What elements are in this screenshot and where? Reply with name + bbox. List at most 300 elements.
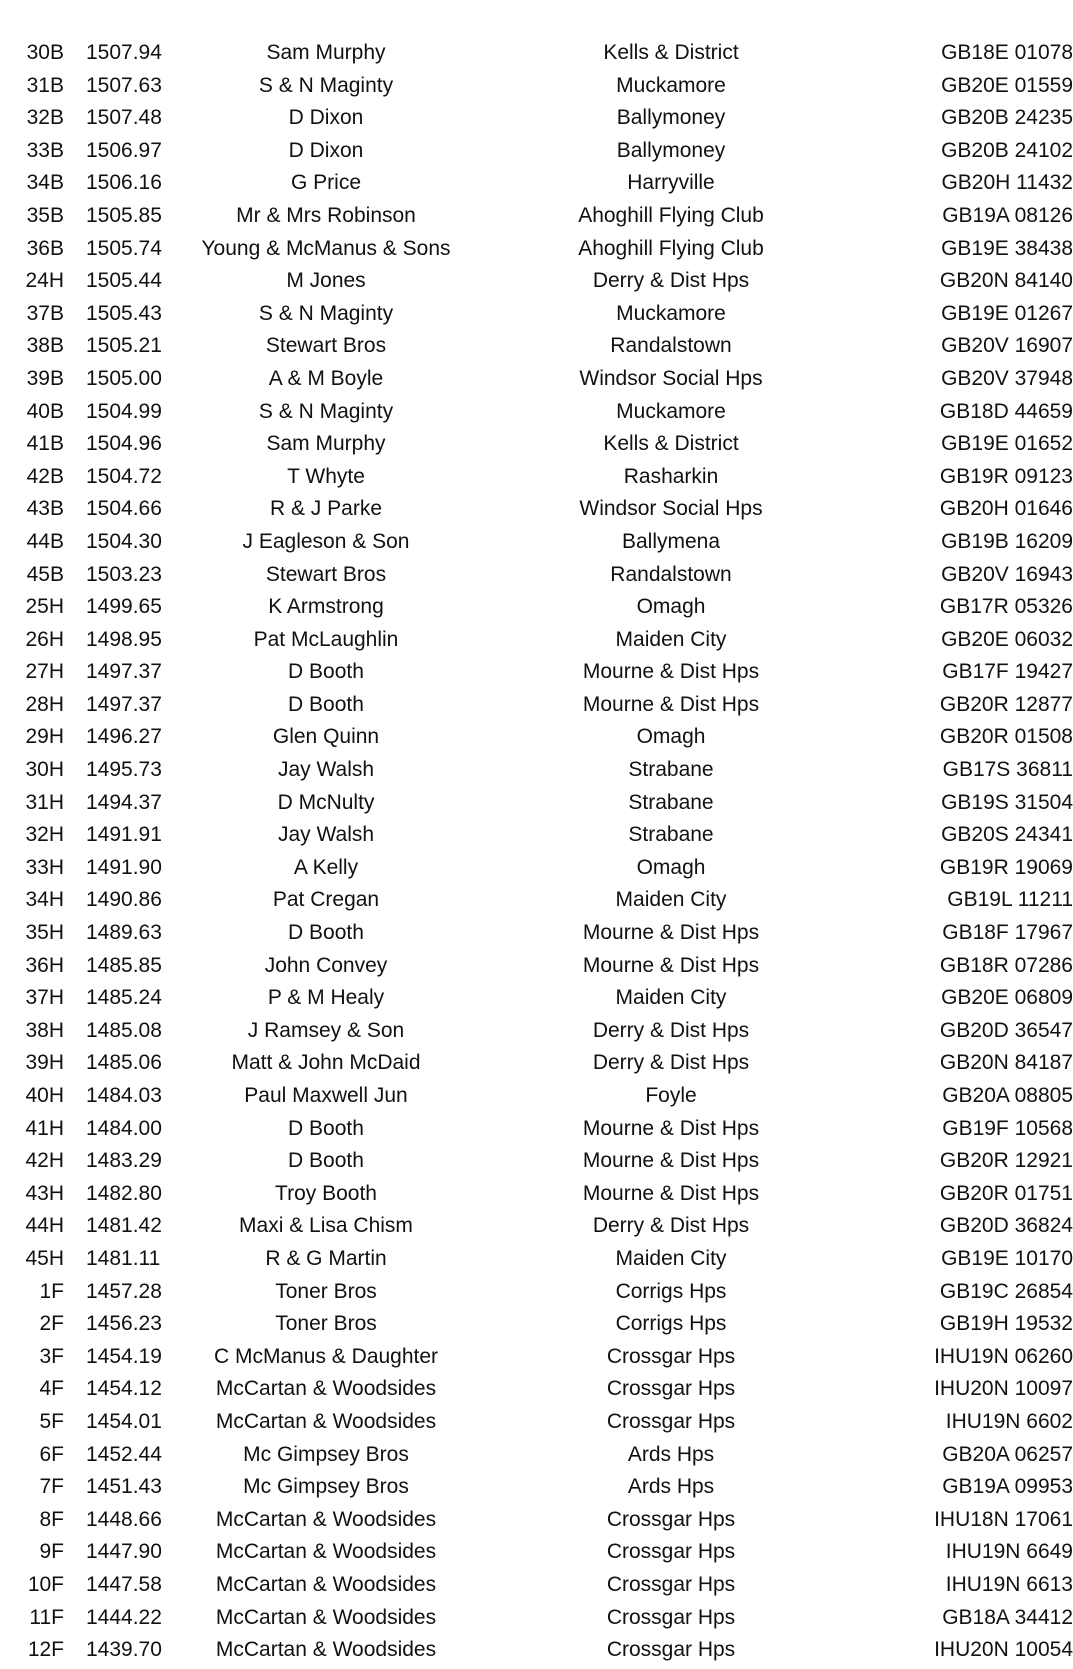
velocity-cell: 1504.99 [86,399,162,423]
position-cell: 45H [25,1246,64,1270]
fancier-name-cell: J Ramsey & Son [247,1018,405,1042]
table-row [0,102,1073,135]
velocity-cell: 1504.30 [86,529,162,553]
fancier-name-cell: P & M Healy [267,986,385,1010]
club-cell: Omagh [636,725,706,749]
ring-number-cell: GB20B 24235 [941,106,1073,130]
table-row [0,1178,1073,1211]
table-row [0,1047,1073,1080]
velocity-cell: 1457.28 [86,1279,162,1303]
fancier-name-cell: Sam Murphy [266,41,386,64]
velocity-cell: 1505.21 [86,334,162,358]
ring-number-cell: GB20R 12921 [939,1149,1073,1173]
position-cell: 33B [26,138,64,162]
position-cell: 44B [26,529,64,553]
position-cell: 36H [25,953,64,977]
club-cell: Maiden City [615,986,727,1010]
velocity-cell: 1507.63 [86,73,162,97]
table-row [0,819,1073,852]
table-row [0,559,1073,592]
ring-number-cell: IHU18N 17061 [934,1507,1073,1531]
table-row [0,1536,1073,1569]
velocity-cell: 1505.00 [86,366,162,390]
position-cell: 1F [39,1279,64,1303]
ring-number-cell: GB20V 16907 [941,334,1073,358]
club-cell: Strabane [628,758,714,782]
table-row [0,330,1073,363]
position-cell: 31B [26,73,64,97]
ring-number-cell: GB19E 01267 [941,301,1073,325]
position-cell: 44H [25,1214,64,1238]
club-cell: Kells & District [603,41,739,64]
club-cell: Randalstown [610,334,732,358]
ring-number-cell: IHU19N 6613 [945,1572,1073,1596]
table-row [0,1406,1073,1439]
ring-number-cell: GB19S 31504 [941,790,1073,814]
position-cell: 41H [25,1116,64,1140]
ring-number-cell: GB20R 01751 [939,1181,1073,1205]
fancier-name-cell: McCartan & Woodsides [215,1409,437,1433]
ring-number-cell: GB19A 09953 [942,1475,1073,1499]
position-cell: 25H [25,595,64,619]
fancier-name-cell: Toner Bros [275,1279,377,1303]
ring-number-cell: GB20D 36824 [939,1214,1073,1238]
table-row [0,37,1073,70]
table-row [0,624,1073,657]
position-cell: 5F [39,1409,64,1433]
table-row [0,363,1073,396]
table-row [0,1145,1073,1178]
club-cell: Maiden City [615,1246,727,1270]
table-row [0,167,1073,200]
ring-number-cell: GB18A 34412 [942,1605,1073,1629]
fancier-name-cell: McCartan & Woodsides [215,1507,437,1531]
club-cell: Omagh [636,595,706,619]
fancier-name-cell: C McManus & Daughter [213,1344,439,1368]
velocity-cell: 1506.16 [86,171,162,195]
fancier-name-cell: Stewart Bros [265,334,387,358]
position-cell: 35H [25,921,64,945]
velocity-cell: 1505.43 [86,301,162,325]
fancier-name-cell: S & N Maginty [258,399,394,423]
ring-number-cell: GB19E 01652 [941,432,1073,456]
table-row [0,1504,1073,1537]
club-cell: Ahoghill Flying Club [578,236,764,260]
table-row [0,689,1073,722]
club-cell: Maiden City [615,888,727,912]
velocity-cell: 1495.73 [86,758,162,782]
ring-number-cell: GB17F 19427 [942,660,1073,684]
velocity-cell: 1507.48 [86,106,162,130]
club-cell: Mourne & Dist Hps [582,660,760,684]
ring-number-cell: GB20E 06032 [941,627,1073,651]
club-cell: Crossgar Hps [606,1344,736,1368]
position-cell: 31H [25,790,64,814]
fancier-name-cell: A Kelly [293,855,359,879]
position-cell: 4F [39,1377,64,1401]
position-cell: 37H [25,986,64,1010]
ring-number-cell: GB17S 36811 [942,758,1073,782]
fancier-name-cell: Jay Walsh [277,758,375,782]
velocity-cell: 1505.74 [86,236,162,260]
velocity-cell: 1454.01 [86,1409,162,1433]
fancier-name-cell: Mc Gimpsey Bros [243,1442,409,1466]
ring-number-cell: GB19A 08126 [942,203,1073,227]
position-cell: 42B [26,464,64,488]
position-cell: 27H [25,660,64,684]
club-cell: Ballymoney [616,106,726,130]
fancier-name-cell: M Jones [286,269,366,293]
position-cell: 28H [25,692,64,716]
club-cell: Ahoghill Flying Club [578,203,764,227]
table-row [0,1243,1073,1276]
table-row [0,917,1073,950]
club-cell: Muckamore [616,399,726,423]
club-cell: Maiden City [615,627,727,651]
table-row [0,1210,1073,1243]
fancier-name-cell: R & J Parke [269,497,383,521]
club-cell: Crossgar Hps [606,1572,736,1596]
velocity-cell: 1507.94 [86,41,162,64]
position-cell: 43H [25,1181,64,1205]
velocity-cell: 1484.00 [86,1116,162,1140]
position-cell: 41B [26,432,64,456]
table-row [0,754,1073,787]
fancier-name-cell: G Price [290,171,361,195]
club-cell: Ballymoney [616,138,726,162]
ring-number-cell: GB19C 26854 [939,1279,1073,1303]
velocity-cell: 1454.12 [86,1377,162,1401]
fancier-name-cell: Sam Murphy [266,432,386,456]
club-cell: Randalstown [610,562,732,586]
table-row [0,1341,1073,1374]
table-row [0,884,1073,917]
position-cell: 40H [25,1084,64,1107]
club-cell: Corrigs Hps [615,1279,727,1303]
velocity-cell: 1454.19 [86,1344,162,1368]
velocity-cell: 1485.85 [86,953,162,977]
table-row [0,591,1073,624]
fancier-name-cell: McCartan & Woodsides [215,1605,437,1629]
fancier-name-cell: R & G Martin [265,1246,387,1270]
fancier-name-cell: Mc Gimpsey Bros [243,1475,409,1499]
ring-number-cell: GB20B 24102 [941,138,1073,162]
velocity-cell: 1491.90 [86,855,162,879]
fancier-name-cell: S & N Maginty [258,301,394,325]
table-row [0,135,1073,168]
position-cell: 38H [25,1018,64,1042]
position-cell: 3F [39,1344,64,1368]
club-cell: Windsor Social Hps [579,366,763,390]
ring-number-cell: GB18E 01078 [941,41,1073,64]
club-cell: Crossgar Hps [606,1605,736,1629]
fancier-name-cell: Stewart Bros [265,562,387,586]
club-cell: Ards Hps [627,1475,715,1499]
fancier-name-cell: D Booth [288,921,364,945]
position-cell: 39H [25,1051,64,1075]
fancier-name-cell: Jay Walsh [277,823,375,847]
table-row [0,852,1073,885]
ring-number-cell: GB19F 10568 [942,1116,1073,1140]
position-cell: 42H [25,1149,64,1173]
position-cell: 38B [26,334,64,358]
table-row [0,1634,1073,1667]
position-cell: 37B [26,301,64,325]
velocity-cell: 1485.06 [86,1051,162,1075]
position-cell: 7F [39,1475,64,1499]
table-row [0,1569,1073,1602]
ring-number-cell: GB20D 36547 [939,1018,1073,1042]
ring-number-cell: GB18F 17967 [942,921,1073,945]
fancier-name-cell: Mr & Mrs Robinson [236,203,416,227]
club-cell: Mourne & Dist Hps [582,953,760,977]
club-cell: Strabane [628,790,714,814]
club-cell: Crossgar Hps [606,1507,736,1531]
club-cell: Derry & Dist Hps [592,1214,750,1238]
results-body [0,37,1073,1667]
ring-number-cell: GB20V 37948 [941,366,1073,390]
ring-number-cell: GB19E 10170 [941,1246,1073,1270]
fancier-name-cell: D Booth [288,692,364,716]
club-cell: Omagh [636,855,706,879]
velocity-cell: 1494.37 [86,790,162,814]
fancier-name-cell: Young & McManus & Sons [201,236,451,260]
fancier-name-cell: A & M Boyle [268,366,384,390]
table-row [0,265,1073,298]
ring-number-cell: IHU20N 10054 [934,1638,1073,1662]
club-cell: Crossgar Hps [606,1409,736,1433]
table-row [0,526,1073,559]
table-row [0,298,1073,331]
ring-number-cell: IHU20N 10097 [934,1377,1073,1401]
fancier-name-cell: McCartan & Woodsides [215,1540,437,1564]
club-cell: Crossgar Hps [606,1377,736,1401]
club-cell: Strabane [628,823,714,847]
velocity-cell: 1496.27 [86,725,162,749]
fancier-name-cell: D McNulty [277,790,375,814]
table-row [0,1113,1073,1146]
ring-number-cell: GB17R 05326 [939,595,1073,619]
position-cell: 2F [39,1312,64,1336]
club-cell: Mourne & Dist Hps [582,692,760,716]
position-cell: 8F [39,1507,64,1531]
position-cell: 29H [25,725,64,749]
club-cell: Derry & Dist Hps [592,269,750,293]
velocity-cell: 1504.66 [86,497,162,521]
table-row [0,428,1073,461]
table-row [0,1471,1073,1504]
club-cell: Muckamore [616,301,726,325]
ring-number-cell: GB20N 84140 [939,269,1073,293]
ring-number-cell: GB20V 16943 [941,562,1073,586]
ring-number-cell: GB20E 06809 [941,986,1073,1010]
club-cell: Mourne & Dist Hps [582,921,760,945]
table-row [0,721,1073,754]
table-row [0,1439,1073,1472]
club-cell: Windsor Social Hps [579,497,763,521]
fancier-name-cell: D Dixon [288,106,364,130]
velocity-cell: 1490.86 [86,888,162,912]
fancier-name-cell: D Booth [288,1149,364,1173]
club-cell: Rasharkin [623,464,719,488]
velocity-cell: 1444.22 [86,1605,162,1629]
position-cell: 35B [26,203,64,227]
velocity-cell: 1481.42 [86,1214,162,1238]
ring-number-cell: GB20N 84187 [939,1051,1073,1075]
fancier-name-cell: Pat McLaughlin [253,627,399,651]
table-row [0,200,1073,233]
position-cell: 6F [39,1442,64,1466]
table-row [0,461,1073,494]
velocity-cell: 1482.80 [86,1181,162,1205]
position-cell: 12F [27,1638,64,1662]
table-row [0,1276,1073,1309]
ring-number-cell: GB20R 12877 [939,692,1073,716]
position-cell: 24H [25,269,64,293]
fancier-name-cell: Troy Booth [275,1181,377,1205]
fancier-name-cell: S & N Maginty [258,73,394,97]
position-cell: 32B [26,106,64,130]
position-cell: 39B [26,366,64,390]
velocity-cell: 1503.23 [86,562,162,586]
ring-number-cell: GB19B 16209 [941,529,1073,553]
ring-number-cell: GB19R 09123 [939,464,1073,488]
ring-number-cell: GB18R 07286 [939,953,1073,977]
fancier-name-cell: K Armstrong [268,595,384,619]
club-cell: Harryville [627,171,715,195]
position-cell: 30H [25,758,64,782]
ring-number-cell: GB19R 19069 [939,855,1073,879]
velocity-cell: 1497.37 [86,692,162,716]
fancier-name-cell: John Convey [264,953,388,977]
table-row [0,1015,1073,1048]
velocity-cell: 1504.96 [86,432,162,456]
ring-number-cell: GB20A 06257 [942,1442,1073,1466]
velocity-cell: 1484.03 [86,1084,162,1107]
club-cell: Mourne & Dist Hps [582,1116,760,1140]
ring-number-cell: IHU19N 6602 [945,1409,1073,1433]
club-cell: Crossgar Hps [606,1540,736,1564]
fancier-name-cell: Maxi & Lisa Chism [239,1214,413,1238]
velocity-cell: 1504.72 [86,464,162,488]
position-cell: 9F [39,1540,64,1564]
position-cell: 40B [26,399,64,423]
club-cell: Ballymena [621,529,721,553]
table-row [0,1602,1073,1635]
velocity-cell: 1506.97 [86,138,162,162]
fancier-name-cell: Toner Bros [275,1312,377,1336]
fancier-name-cell: T Whyte [287,464,365,488]
position-cell: 11F [29,1605,64,1629]
ring-number-cell: GB18D 44659 [939,399,1073,423]
fancier-name-cell: Pat Cregan [272,888,380,912]
velocity-cell: 1452.44 [86,1442,162,1466]
ring-number-cell: GB20H 01646 [939,497,1073,521]
fancier-name-cell: Matt & John McDaid [231,1051,421,1075]
velocity-cell: 1451.43 [86,1475,162,1499]
ring-number-cell: GB19L 11211 [947,888,1073,912]
velocity-cell: 1439.70 [86,1638,162,1662]
club-cell: Ards Hps [627,1442,715,1466]
club-cell: Mourne & Dist Hps [582,1149,760,1173]
position-cell: 10F [27,1572,64,1596]
position-cell: 34B [26,171,64,195]
velocity-cell: 1505.85 [86,203,162,227]
table-row [0,70,1073,103]
table-row [0,1308,1073,1341]
velocity-cell: 1497.37 [86,660,162,684]
table-row [0,1080,1073,1113]
velocity-cell: 1456.23 [86,1312,162,1336]
table-row [0,493,1073,526]
table-row [0,396,1073,429]
velocity-cell: 1499.65 [86,595,162,619]
club-cell: Kells & District [603,432,739,456]
fancier-name-cell: McCartan & Woodsides [215,1638,437,1662]
club-cell: Mourne & Dist Hps [582,1181,760,1205]
fancier-name-cell: McCartan & Woodsides [215,1572,437,1596]
fancier-name-cell: Glen Quinn [272,725,380,749]
fancier-name-cell: D Dixon [288,138,364,162]
velocity-cell: 1447.58 [86,1572,162,1596]
velocity-cell: 1489.63 [86,921,162,945]
club-cell: Derry & Dist Hps [592,1051,750,1075]
velocity-cell: 1448.66 [86,1507,162,1531]
velocity-cell: 1485.08 [86,1018,162,1042]
ring-number-cell: IHU19N 6649 [945,1540,1073,1564]
ring-number-cell: IHU19N 06260 [934,1344,1073,1368]
position-cell: 32H [25,823,64,847]
velocity-cell: 1481.11 [86,1246,161,1270]
position-cell: 45B [26,562,64,586]
velocity-cell: 1505.44 [86,269,162,293]
club-cell: Derry & Dist Hps [592,1018,750,1042]
position-cell: 26H [25,627,64,651]
club-cell: Muckamore [616,73,726,97]
table-row [0,950,1073,983]
ring-number-cell: GB20A 08805 [942,1084,1073,1107]
position-cell: 36B [26,236,64,260]
fancier-name-cell: D Booth [288,1116,364,1140]
club-cell: Corrigs Hps [615,1312,727,1336]
club-cell: Crossgar Hps [606,1638,736,1662]
fancier-name-cell: D Booth [288,660,364,684]
ring-number-cell: GB19E 38438 [941,236,1073,260]
ring-number-cell: GB20R 01508 [939,725,1073,749]
velocity-cell: 1498.95 [86,627,162,651]
results-table [0,37,1073,1667]
velocity-cell: 1485.24 [86,986,162,1010]
ring-number-cell: GB20E 01559 [941,73,1073,97]
ring-number-cell: GB20S 24341 [941,823,1073,847]
table-row [0,233,1073,266]
table-row [0,787,1073,820]
velocity-cell: 1483.29 [86,1149,162,1173]
ring-number-cell: GB20H 11432 [941,171,1073,195]
club-cell: Foyle [645,1084,697,1107]
table-row [0,656,1073,689]
position-cell: 34H [25,888,64,912]
position-cell: 43B [26,497,64,521]
table-row [0,1373,1073,1406]
position-cell: 33H [25,855,64,879]
table-row [0,982,1073,1015]
fancier-name-cell: J Eagleson & Son [242,529,410,553]
fancier-name-cell: Paul Maxwell Jun [244,1084,408,1107]
position-cell: 30B [26,41,64,64]
fancier-name-cell: McCartan & Woodsides [215,1377,437,1401]
velocity-cell: 1491.91 [86,823,162,847]
